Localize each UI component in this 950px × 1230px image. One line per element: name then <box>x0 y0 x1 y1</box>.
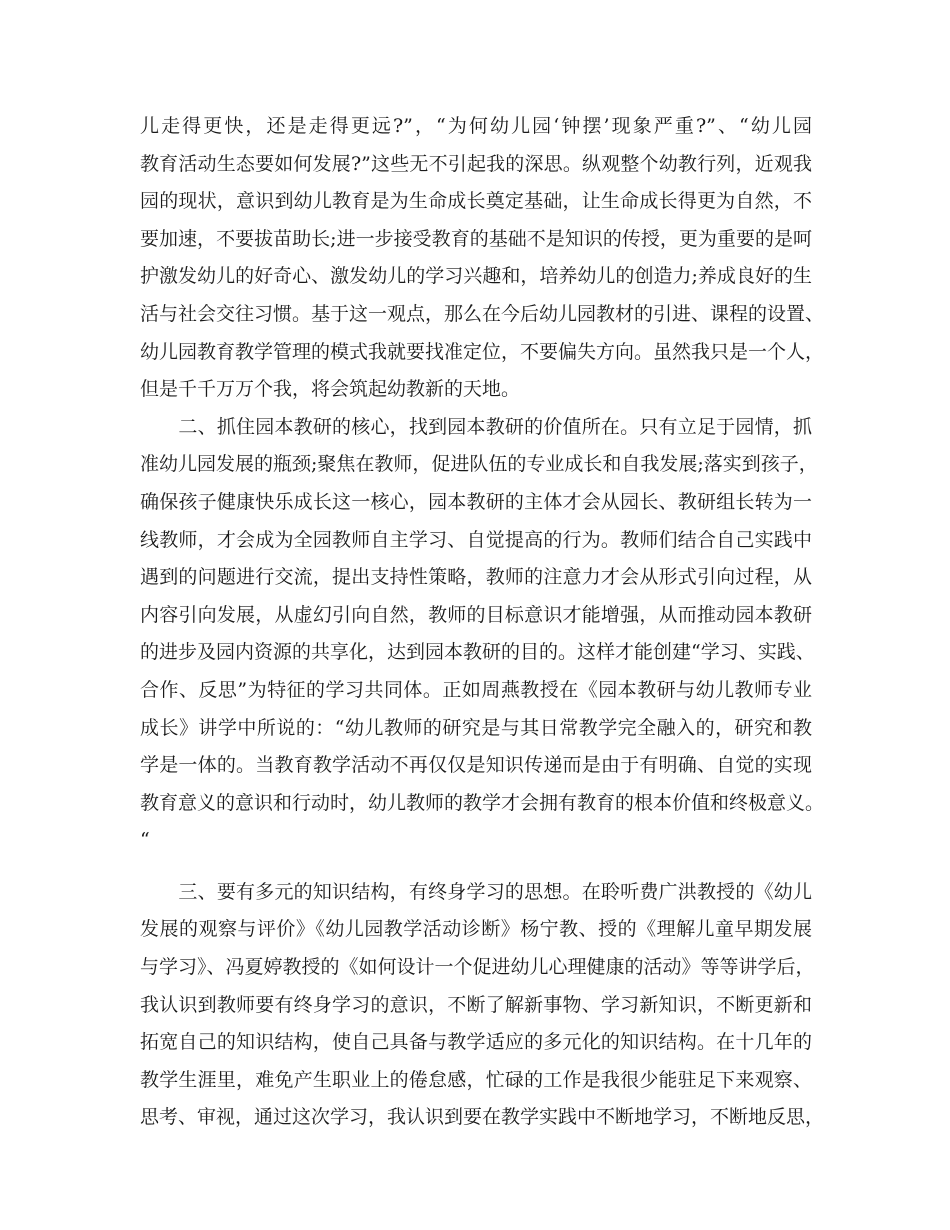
text-line: 思考、审视，通过这次学习，我认识到要在教学实践中不断地学习，不断地反思， <box>140 1106 825 1129</box>
text-line: 教育意义的意识和行动时，幼儿教师的教学才会拥有教育的根本价值和终极意义。 <box>140 791 825 814</box>
text-line: 准幼儿园发展的瓶颈;聚焦在教师，促进队伍的专业成长和自我发展;落实到孩子， <box>140 453 818 476</box>
text-line: 但是千千万万个我，将会筑起幼教新的天地。 <box>140 378 521 401</box>
text-line: 发展的观察与评价》《幼儿园教学活动诊断》杨宁教、授的《理解儿童早期发展 <box>140 918 812 941</box>
text-line: “ <box>140 829 150 852</box>
paragraph <box>140 874 825 1137</box>
text-line: 内容引向发展，从虚幻引向自然，教师的目标意识才能增强，从而推动园本教研 <box>140 603 812 626</box>
text-line: 与学习》、冯夏婷教授的《如何设计一个促进幼儿心理健康的活动》等等讲学后， <box>140 956 815 979</box>
text-line: 成长》讲学中所说的：“幼儿教师的研究是与其日常教学完全融入的，研究和教 <box>140 716 812 739</box>
text-line: 确保孩子健康快乐成长这一核心，园本教研的主体才会从园长、教研组长转为一 <box>140 490 812 513</box>
text-line: 护激发幼儿的好奇心、激发幼儿的学习兴趣和，培养幼儿的创造力;养成良好的生 <box>140 265 812 288</box>
text-line: 幼儿园教育教学管理的模式我就要找准定位，不要偏失方向。虽然我只是一个人， <box>140 340 825 363</box>
text-line: 的进步及园内资源的共享化，达到园本教研的目的。这样才能创建“学习、实践、 <box>140 641 815 664</box>
text-line: 我认识到教师要有终身学习的意识，不断了解新事物、学习新知识，不断更新和 <box>140 993 812 1016</box>
text-line: 线教师，才会成为全园教师自主学习、自觉提高的行为。教师们结合自己实践中 <box>140 528 812 551</box>
text-line: 活与社会交往习惯。基于这一观点，那么在今后幼儿园教材的引进、课程的设置、 <box>140 302 825 325</box>
text-line: 教育活动生态要如何发展?”这些无不引起我的深思。纵观整个幼教行列，近观我 <box>140 152 812 175</box>
text-line: 遇到的问题进行交流，提出支持性策略，教师的注意力才会从形式引向过程，从 <box>140 566 812 589</box>
text-line: 二、抓住园本教研的核心，找到园本教研的价值所在。只有立足于园情，抓 <box>140 415 812 438</box>
text-line: 教学生涯里，难免产生职业上的倦怠感，忙碌的工作是我很少能驻足下来观察、 <box>140 1068 812 1091</box>
text-line: 三、要有多元的知识结构，有终身学习的思想。在聆听费广洪教授的《幼儿 <box>140 880 812 903</box>
paragraph-gap <box>140 860 812 874</box>
text-line: 合作、反思”为特征的学习共同体。正如周燕教授在《园本教研与幼儿教师专业 <box>140 678 812 701</box>
text-line: 园的现状，意识到幼儿教育是为生命成长奠定基础，让生命成长得更为自然，不 <box>140 190 812 213</box>
paragraph <box>140 108 825 409</box>
paragraph <box>140 409 825 860</box>
body-text <box>140 108 825 1137</box>
text-line: 拓宽自己的知识结构，使自己具备与教学适应的多元化的知识结构。在十几年的 <box>140 1031 812 1054</box>
text-line: 要加速，不要拔苗助长;进一步接受教育的基础不是知识的传授，更为重要的是呵 <box>140 227 812 250</box>
text-line: 儿走得更快，还是走得更远?”，“为何幼儿园‘钟摆’现象严重?”、“幼儿园 <box>140 115 812 137</box>
text-line: 学是一体的。当教育教学活动不再仅仅是知识传递而是由于有明确、自觉的实现 <box>140 754 812 777</box>
